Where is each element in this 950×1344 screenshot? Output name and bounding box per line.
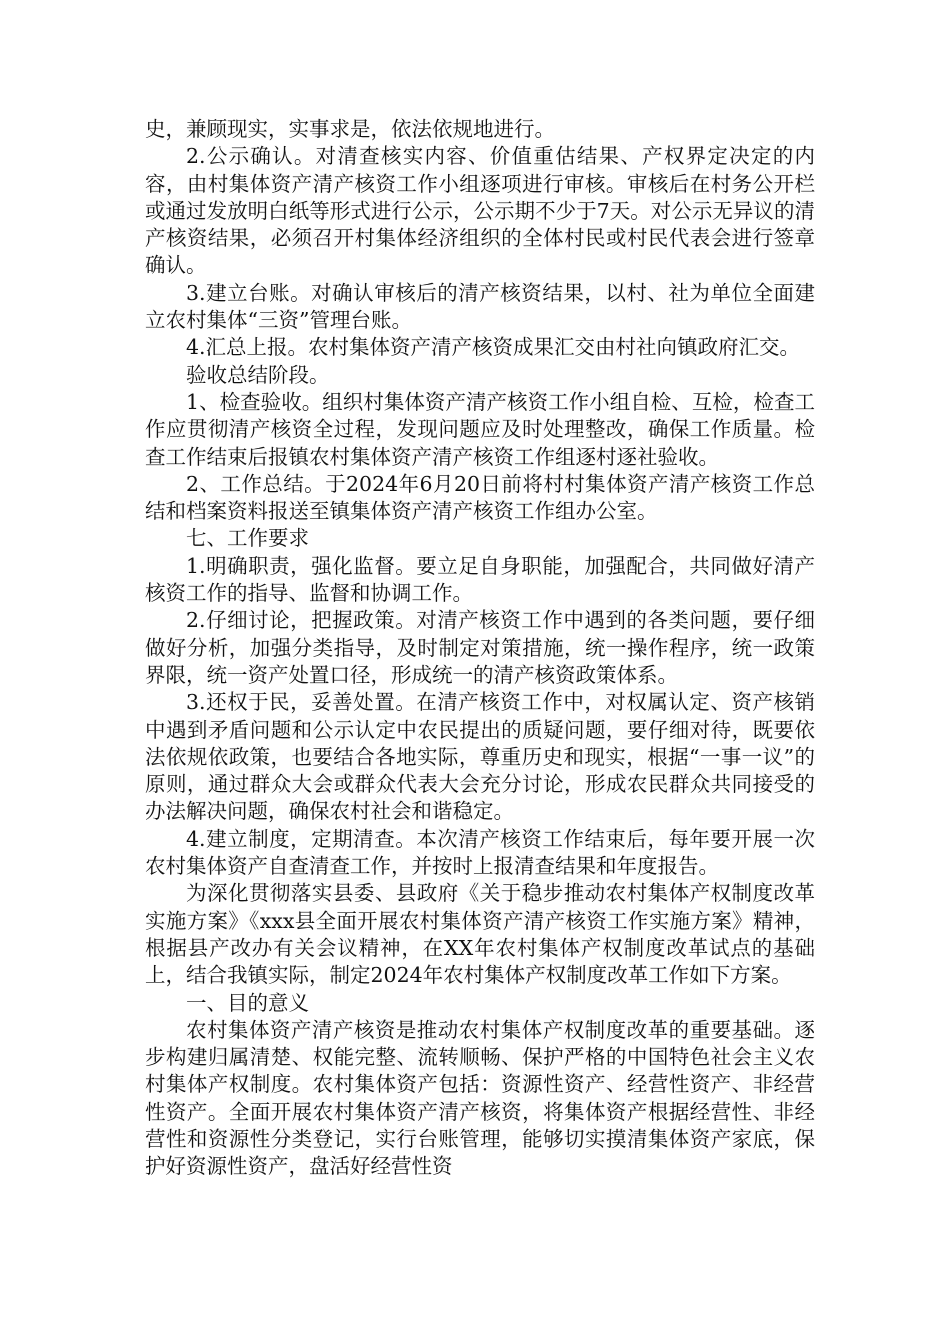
section-heading-acceptance-stage: 验收总结阶段。 bbox=[186, 362, 330, 387]
paragraph-continuation: 史，兼顾现实，实事求是，依法依规地进行。 bbox=[145, 117, 555, 141]
paragraph-responsibilities: 1.明确职责，强化监督。要立足自身职能，加强配合，共同做好清产核资工作的指导、监督和协调工作。 bbox=[145, 553, 815, 606]
paragraph-ledger: 3.建立台账。对确认审核后的清产核资结果，以村、社为单位全面建立农村集体“三资”管理台账。 bbox=[145, 280, 815, 333]
paragraph-public-confirmation: 2.公示确认。对清查核实内容、价值重估结果、产权界定决定的内容，由村集体资产清产核资工作小组逐项进行审核。审核后在村务公开栏或通过发放明白纸等形式进行公示，公示期不少于7天。对公示无异议的清产核资结果，必须召开村集体经济组织的全体村民或村民代表会进行签章确认。 bbox=[145, 144, 815, 278]
paragraph-purpose-body: 农村集体资产清产核资是推动农村集体产权制度改革的重要基础。逐步构建归属清楚、权能完整、流转顺畅、保护严格的中国特色社会主义农村集体产权制度。农村集体资产包括：资源性资产、经营性资产、非经营性资产。全面开展农村集体资产清产核资，将集体资产根据经营性、非经营性和资源性分类登记，实行台账管理，能够切实摸清集体资产家底，保护好资源性资产，盘活好经营性资 bbox=[145, 1017, 815, 1179]
paragraph-policy: 2.仔细讨论，把握政策。对清产核资工作中遇到的各类问题，要仔细做好分析，加强分类指导，及时制定对策措施，统一操作程序，统一政策界限，统一资产处置口径，形成统一的清产核资政策体系。 bbox=[145, 608, 815, 687]
paragraph-return-rights: 3.还权于民，妥善处置。在清产核资工作中，对权属认定、资产核销中遇到矛盾问题和公示认定中农民提出的质疑问题，要仔细对待，既要依法依规依政策，也要结合各地实际，尊重历史和现实，根据“一事一议”的原则，通过群众大会或群众代表大会充分讨论，形成农民群众共同接受的办法解决问题，确保农村社会和谐稳定。 bbox=[145, 690, 815, 824]
section-heading-work-requirements: 七、工作要求 bbox=[186, 526, 309, 551]
paragraph-inspection-acceptance: 1、检查验收。组织村集体资产清产核资工作小组自检、互检，检查工作应贯彻清产核资全过程，发现问题应及时处理整改，确保工作质量。检查工作结束后报镇农村集体资产清产核资工作组逐村逐社验收。 bbox=[145, 389, 815, 469]
paragraph-plan-intro: 为深化贯彻落实县委、县政府《关于稳步推动农村集体产权制度改革实施方案》《xxx县全面开展农村集体资产清产核资工作实施方案》精神，根据县产改办有关会议精神，在XX年农村集体产权制度改革试点的基础上，结合我镇实际，制定2024年农村集体产权制度改革工作如下方案。 bbox=[145, 881, 815, 988]
paragraph-regular-inspection: 4.建立制度，定期清查。本次清产核资工作结束后，每年要开展一次农村集体资产自查清查工作，并按时上报清查结果和年度报告。 bbox=[145, 826, 815, 879]
paragraph-work-summary: 2、工作总结。于2024年6月20日前将村村集体资产清产核资工作总结和档案资料报送至镇集体资产清产核资工作组办公室。 bbox=[145, 471, 815, 524]
paragraph-summary-report: 4.汇总上报。农村集体资产清产核资成果汇交由村社向镇政府汇交。 bbox=[186, 335, 801, 360]
document-body bbox=[145, 116, 815, 1181]
section-heading-purpose: 一、目的意义 bbox=[186, 990, 309, 1015]
